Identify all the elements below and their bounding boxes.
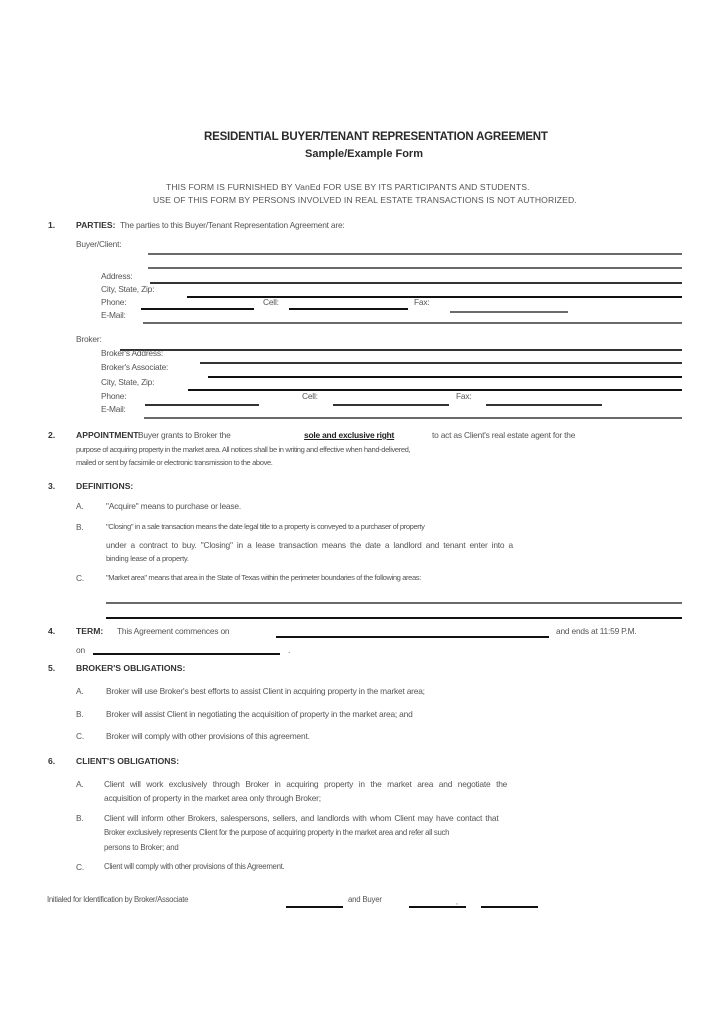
obligation-text: persons to Broker; and xyxy=(104,843,179,852)
obligation-text: Broker will use Broker's best efforts to assist Client in acquiring property in the market area; xyxy=(106,686,425,696)
broker-fax-field[interactable] xyxy=(486,404,602,406)
term-start-date-field[interactable] xyxy=(276,636,549,638)
email-label: E-Mail: xyxy=(101,310,126,320)
cell-field[interactable] xyxy=(289,308,408,310)
market-area-field-line-2[interactable] xyxy=(106,617,682,619)
obligation-text: Broker will comply with other provisions of this agreement. xyxy=(106,731,310,741)
appointment-underlined: sole and exclusive right xyxy=(304,430,395,440)
broker-label: Broker: xyxy=(76,334,102,344)
obligation-letter: B. xyxy=(76,709,84,719)
broker-fax-label: Fax: xyxy=(456,391,472,401)
document-subtitle: Sample/Example Form xyxy=(305,148,423,160)
buyer-initials-field-2[interactable] xyxy=(481,906,538,908)
obligation-text: Client will comply with other provisions of this Agreement. xyxy=(104,862,285,871)
section-heading: DEFINITIONS: xyxy=(76,481,134,491)
section-number: 2. xyxy=(48,430,56,440)
notice-line-2: USE OF THIS FORM BY PERSONS INVOLVED IN REAL ESTATE TRANSACTIONS IS NOT AUTHORIZED. xyxy=(153,195,577,205)
city-state-zip-field[interactable] xyxy=(187,296,682,298)
broker-city-state-zip-label: City, State, Zip: xyxy=(101,377,155,387)
broker-field[interactable] xyxy=(120,349,682,351)
broker-phone-field[interactable] xyxy=(145,404,259,406)
definition-letter: A. xyxy=(76,501,84,511)
broker-address-field[interactable] xyxy=(200,362,682,364)
email-field[interactable] xyxy=(143,322,682,324)
obligation-text: Broker exclusively represents Client for the purpose of acquiring property in the market area and refer all such xyxy=(104,828,450,837)
broker-email-label: E-Mail: xyxy=(101,404,126,414)
appointment-line-3: mailed or sent by facsimile or electronic transmission to the above. xyxy=(76,458,273,467)
obligation-text: Client will work exclusively through Broker in acquiring property in the market area and negotiate the xyxy=(104,779,508,789)
obligation-text: Client will inform other Brokers, salespersons, sellers, and landlords with whom Client may have contact that xyxy=(104,813,499,823)
buyer-client-field-line-1[interactable] xyxy=(148,253,682,255)
term-on-label: on xyxy=(76,645,85,655)
definition-text: binding lease of a property. xyxy=(106,554,189,563)
definition-letter: B. xyxy=(76,522,84,532)
obligation-text: acquisition of property in the market area only through Broker; xyxy=(104,793,321,803)
section-text: The parties to this Buyer/Tenant Representation Agreement are: xyxy=(120,220,345,230)
section-number: 6. xyxy=(48,756,56,766)
broker-phone-label: Phone: xyxy=(101,391,127,401)
broker-city-state-zip-field[interactable] xyxy=(188,389,682,391)
appointment-text-before: Buyer grants to Broker the xyxy=(138,430,231,440)
section-number: 5. xyxy=(48,663,56,673)
broker-associate-field[interactable] xyxy=(208,376,682,378)
section-number: 1. xyxy=(48,220,56,230)
broker-address-label: Broker's Address: xyxy=(101,348,163,358)
phone-label: Phone: xyxy=(101,297,127,307)
term-period: . xyxy=(288,645,291,655)
section-heading: BROKER'S OBLIGATIONS: xyxy=(76,663,186,673)
fax-field[interactable] xyxy=(450,311,568,313)
term-text: This Agreement commences on xyxy=(117,626,230,636)
broker-cell-field[interactable] xyxy=(333,404,449,406)
broker-associate-label: Broker's Associate: xyxy=(101,362,169,372)
appointment-text-after: to act as Client's real estate agent for the xyxy=(432,430,576,440)
market-area-field-line-1[interactable] xyxy=(106,602,682,604)
buyer-client-label: Buyer/Client: xyxy=(76,239,122,249)
term-end-date-field[interactable] xyxy=(93,653,280,655)
city-state-zip-label: City, State, Zip: xyxy=(101,284,155,294)
address-label: Address: xyxy=(101,271,133,281)
obligation-letter: A. xyxy=(76,779,84,789)
broker-cell-label: Cell: xyxy=(302,391,318,401)
broker-initials-field[interactable] xyxy=(286,906,343,908)
address-field[interactable] xyxy=(150,282,682,284)
definition-text: under a contract to buy. "Closing" in a lease transaction means the date a landlord and tenant enter into a xyxy=(106,540,513,550)
broker-email-field[interactable] xyxy=(144,417,682,419)
obligation-letter: A. xyxy=(76,686,84,696)
initials-comma: , xyxy=(456,899,458,906)
section-number: 4. xyxy=(48,626,56,636)
section-heading: PARTIES: xyxy=(76,220,116,230)
fax-label: Fax: xyxy=(414,297,430,307)
section-heading: CLIENT'S OBLIGATIONS: xyxy=(76,756,180,766)
definition-text: "Market area" means that area in the State of Texas within the perimeter boundaries of the following areas: xyxy=(106,573,421,582)
document-title: RESIDENTIAL BUYER/TENANT REPRESENTATION AGREEMENT xyxy=(204,131,548,143)
obligation-text: Broker will assist Client in negotiating the acquisition of property in the market area; and xyxy=(106,709,413,719)
phone-field[interactable] xyxy=(141,308,254,310)
and-buyer-text: and Buyer xyxy=(348,895,382,904)
obligation-letter: B. xyxy=(76,813,84,823)
obligation-letter: C. xyxy=(76,731,84,741)
term-ends-text: and ends at 11:59 P.M. xyxy=(556,626,637,636)
definition-letter: C. xyxy=(76,573,84,583)
section-heading: APPOINTMENT: xyxy=(76,430,141,440)
cell-label: Cell: xyxy=(263,297,279,307)
buyer-initials-field-1[interactable] xyxy=(409,906,466,908)
initials-text: Initialed for Identification by Broker/Associate xyxy=(47,895,189,904)
appointment-line-2: purpose of acquiring property in the market area. All notices shall be in writing and effective when hand-delivered, xyxy=(76,445,411,454)
section-number: 3. xyxy=(48,481,56,491)
section-heading: TERM: xyxy=(76,626,104,636)
definition-text: "Closing" in a sale transaction means the date legal title to a property is conveyed to a purchaser of property xyxy=(106,522,425,531)
obligation-letter: C. xyxy=(76,862,84,872)
definition-text: "Acquire" means to purchase or lease. xyxy=(106,501,241,511)
notice-line-1: THIS FORM IS FURNISHED BY VanEd FOR USE BY ITS PARTICIPANTS AND STUDENTS. xyxy=(166,182,530,192)
buyer-client-field-line-2[interactable] xyxy=(148,267,682,269)
